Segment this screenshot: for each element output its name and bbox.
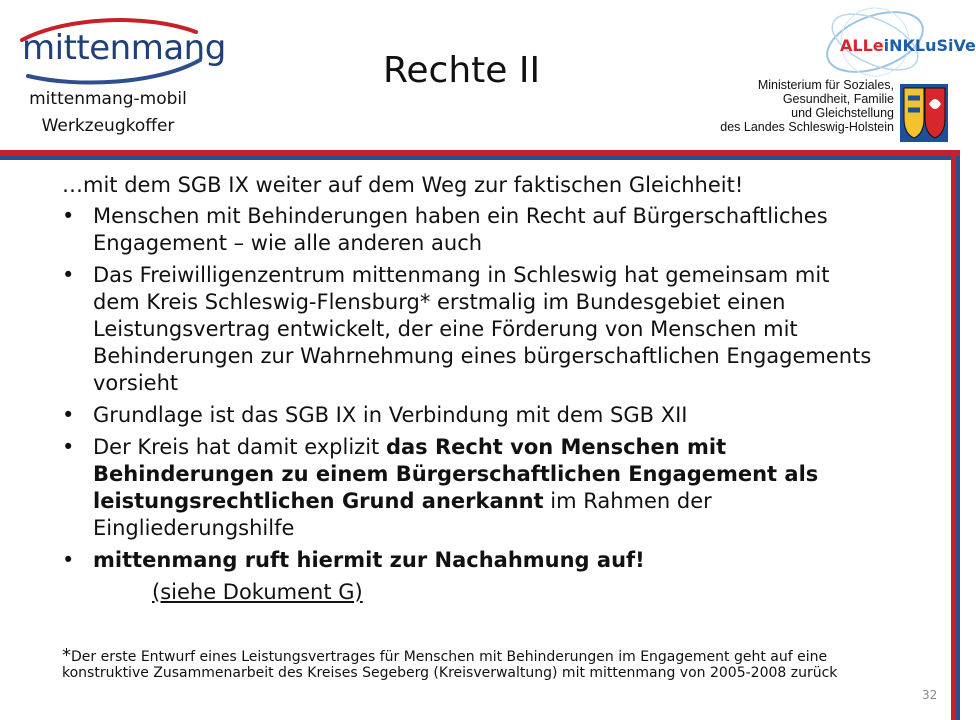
bullet-list: [62, 203, 882, 574]
slide-body: [62, 172, 882, 606]
see-document-link[interactable]: (siehe Dokument G): [152, 580, 363, 604]
bullet-icon: •: [62, 435, 75, 459]
ministry-line-2: Gesundheit, Familie: [782, 92, 894, 106]
bullet-item-4: [62, 434, 882, 542]
bullet-item-3: [62, 402, 882, 429]
bullet-text-2: Das Freiwilligenzentrum mittenmang in Schleswig hat gemeinsam mit dem Kreis Schleswig-Flensburg* erstmalig im Bundesgebiet einen Leistungsvertrag entwickelt, der eine Förderung von Menschen mit Behinderungen zur Wahrnehmung eines bürgerschaftlichen Engagements vorsieht: [93, 263, 872, 395]
bullet-text-1: Menschen mit Behinderungen haben ein Recht auf Bürgerschaftliches Engagement – wie alle anderen auch: [93, 204, 828, 255]
alle-inklusive-part-1: ALLe: [840, 36, 884, 55]
bullet-icon: •: [62, 204, 75, 228]
ministry-logo-group: [700, 0, 976, 150]
bullet-item-2: [62, 262, 882, 397]
bullet-icon: •: [62, 263, 75, 287]
ministry-line-4: des Landes Schleswig-Holstein: [720, 120, 894, 134]
intro-line: …mit dem SGB IX weiter auf dem Weg zur faktischen Gleichheit!: [62, 173, 744, 197]
ministry-line-1: Ministerium für Soziales,: [757, 78, 894, 92]
bullet-item-5: [62, 547, 882, 574]
bullet-text-4-post: im Rahmen der Eingliederungshilfe: [93, 489, 712, 540]
bullet-icon: •: [62, 548, 75, 572]
logo-wordmark: mittenmang: [22, 28, 226, 68]
page-title: Rechte II: [383, 50, 541, 91]
logo-subtitle-line-1: mittenmang-mobil: [29, 89, 187, 109]
footnote-text: Der erste Entwurf eines Leistungsvertrages für Menschen mit Behinderungen im Engagement geht auf eine konstruktive Zusammenarbeit des Kreises Segeberg (Kreisverwaltung) mit mittenmang von 2005-2008 zurück: [62, 649, 838, 681]
footnote-marker: *: [62, 645, 71, 666]
alle-inklusive-part-2: iNKLuSiVe: [883, 36, 976, 55]
bullet-text-4-pre: Der Kreis hat damit explizit: [93, 435, 386, 459]
header-divider-blue: [0, 156, 960, 160]
mittenmang-logo: [0, 0, 226, 150]
logo-subtitle: [0, 86, 216, 140]
bullet-icon: •: [62, 403, 75, 427]
page-number: 32: [922, 688, 938, 702]
bullet-text-3: Grundlage ist das SGB IX in Verbindung mit dem SGB XII: [93, 403, 688, 427]
ministry-name: [700, 78, 894, 134]
logo-subtitle-line-2: Werkzeugkoffer: [41, 116, 175, 136]
coat-of-arms-icon: [896, 84, 956, 144]
bullet-text-5: mittenmang ruft hiermit zur Nachahmung auf!: [93, 548, 645, 572]
bullet-item-1: [62, 203, 882, 257]
side-border-blue: [956, 156, 960, 720]
footnote: [62, 645, 852, 681]
ministry-line-3: und Gleichstellung: [791, 106, 894, 120]
alle-inklusive-logo-text: [840, 36, 976, 55]
bullet-text-4-bold: das Recht von Menschen mit Behinderungen zu einem Bürgerschaftlichen Engagement als leistungsrechtlichen Grund anerkannt: [93, 435, 819, 513]
